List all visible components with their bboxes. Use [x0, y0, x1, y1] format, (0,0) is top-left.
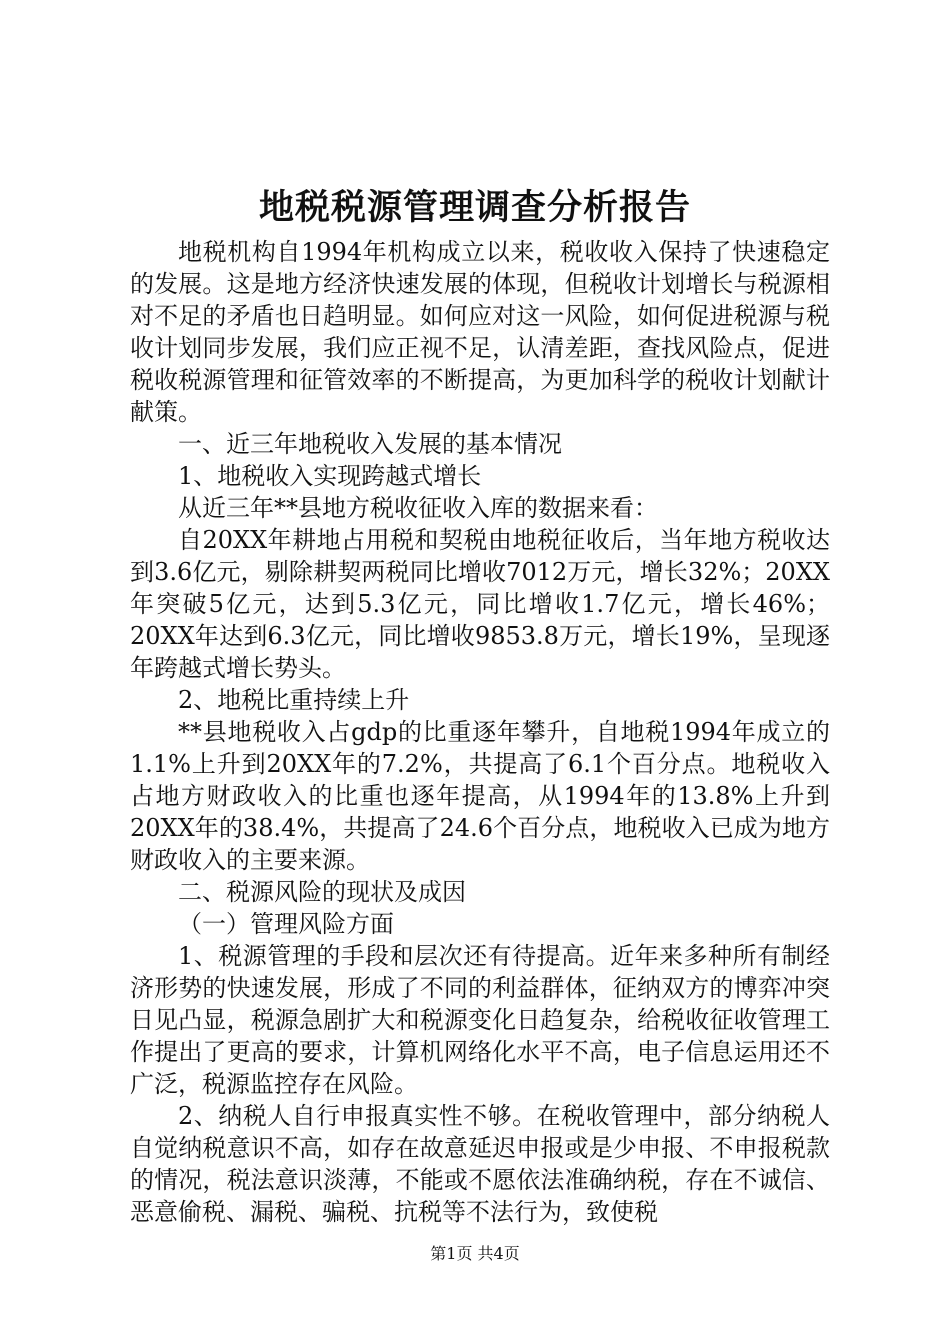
document-title: 地税税源管理调查分析报告: [258, 187, 691, 228]
paragraph-growth-figures: 自20XX年耕地占用税和契税由地税征收后，当年地方税收达到3.6亿元，剔除耕契两税同比增收7012万元，增长32%；20XX年突破5亿元，达到5.3亿元，同比增收1.7亿元，增长46%；20XX年达到6.3亿元，同比增收9853.8万元，增长19%，呈现逐年跨越式增长势头。: [130, 526, 830, 682]
paragraph-proportion: **县地税收入占gdp的比重逐年攀升，自地税1994年成立的1.1%上升到20XX年的7.2%，共提高了6.1个百分点。地税收入占地方财政收入的比重也逐年提高，从1994年的13.8%上升到20XX年的38.4%，共提高了24.6个百分点，地税收入已成为地方财政收入的主要来源。: [130, 718, 830, 874]
paragraph-data-intro: 从近三年**县地方税收征收入库的数据来看：: [178, 494, 658, 522]
subsection-heading-2-1: （一）管理风险方面: [178, 910, 394, 938]
document-body: [130, 236, 830, 1228]
section-heading-1: 一、近三年地税收入发展的基本情况: [178, 430, 562, 458]
section-heading-2: 二、税源风险的现状及成因: [178, 878, 466, 906]
paragraph-management-risk-1: 1、税源管理的手段和层次还有待提高。近年来多种所有制经济形势的快速发展，形成了不同的利益群体，征纳双方的博弈冲突日见凸显，税源急剧扩大和税源变化日趋复杂，给税收征收管理工作提出了更高的要求，计算机网络化水平不高，电子信息运用还不广泛，税源监控存在风险。: [130, 942, 830, 1098]
subsection-heading-1-2: 2、地税比重持续上升: [178, 686, 410, 714]
paragraph-management-risk-2: 2、纳税人自行申报真实性不够。在税收管理中，部分纳税人自觉纳税意识不高，如存在故意延迟申报或是少申报、不申报税款的情况，税法意识淡薄，不能或不愿依法准确纳税，存在不诚信、恶意偷税、漏税、骗税、抗税等不法行为，致使税: [130, 1102, 830, 1226]
page-footer: 第1页 共4页: [430, 1244, 520, 1263]
subsection-heading-1-1: 1、地税收入实现跨越式增长: [178, 462, 482, 490]
paragraph-intro: 地税机构自1994年机构成立以来，税收收入保持了快速稳定的发展。这是地方经济快速发展的体现，但税收计划增长与税源相对不足的矛盾也日趋明显。如何应对这一风险，如何促进税源与税收计划同步发展，我们应正视不足，认清差距，查找风险点，促进税收税源管理和征管效率的不断提高，为更加科学的税收计划献计献策。: [130, 238, 830, 426]
